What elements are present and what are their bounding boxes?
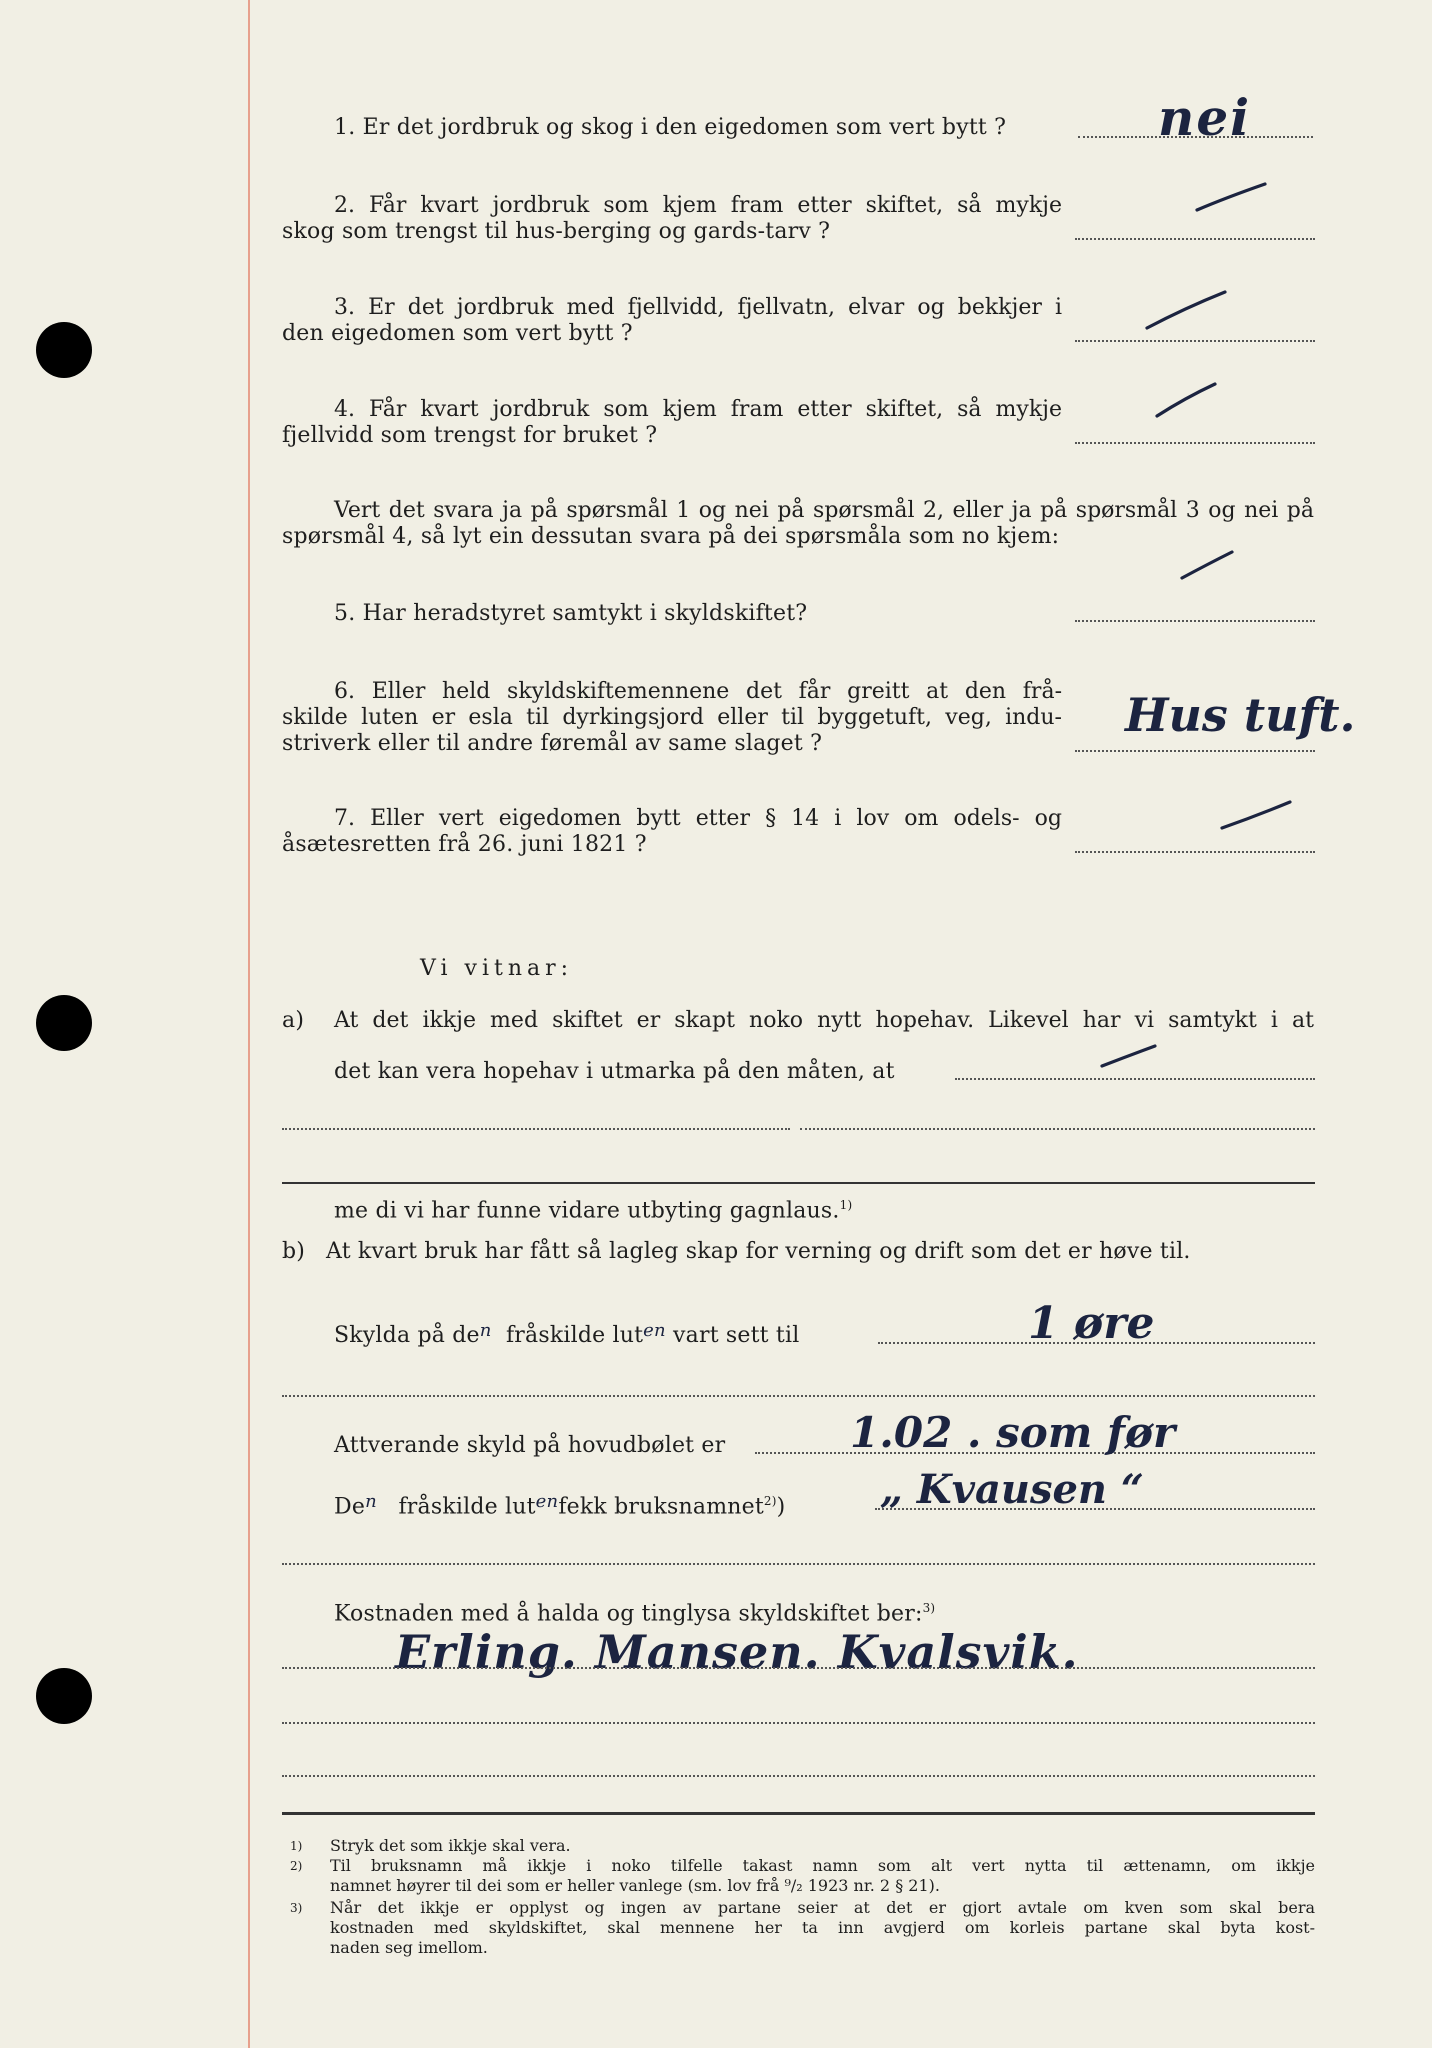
blank-line [282, 1667, 1315, 1669]
question-6-line1: 6. Eller held skyldskiftemennene det får greitt at den frå- [334, 679, 1062, 704]
footnote-3-line2: kostnaden med skyldskiftet, skal mennene her ta inn avgjerd om korleis partane skal byta kost- [330, 1918, 1315, 1937]
footnote-2-line2: namnet høyrer til dei som er heller vanlege (sm. lov frå ⁹/₂ 1923 nr. 2 § 21). [330, 1876, 940, 1895]
question-4-line1: 4. Får kvart jordbruk som kjem fram etter skiftet, så mykje [334, 397, 1062, 422]
footnote-ref: 3) [922, 1601, 936, 1615]
footnote-2-line1: Til bruksnamn må ikkje i noko tilfelle takast namn som alt vert nytta til ættenamn, om ikkje [330, 1856, 1315, 1875]
blank-line [800, 1128, 1315, 1130]
blank-line [282, 1563, 1315, 1565]
witness-a-line3: me di vi har funne vidare utbyting gagnlaus.$^{1)}$ [334, 1198, 853, 1224]
intro-line1: Vert det svara ja på spørsmål 1 og nei på spørsmål 2, eller ja på spørsmål 3 og nei på [334, 498, 1314, 523]
witness-a-line1: At det ikkje med skiftet er skapt noko nytt hopehav. Likevel har vi samtykt i at [334, 1008, 1314, 1033]
kostnad-value-handwritten: Erling. Mansen. Kvalsvik. [395, 1625, 1079, 1679]
answer-6-handwritten: Hus tuft. [1125, 688, 1356, 742]
footnote-ref: 2) [763, 1494, 777, 1508]
dash-mark [1155, 380, 1225, 425]
footnote-3-line3: naden seg imellom. [330, 1938, 488, 1957]
question-7-line2: åsætesretten frå 26. juni 1821 ? [282, 832, 647, 857]
blank-line [282, 1775, 1315, 1777]
intro-line2: spørsmål 4, så lyt ein dessutan svara på dei spørsmåla som no kjem: [282, 524, 1060, 549]
answer-line [1075, 238, 1315, 240]
bruksnamn-value-handwritten: „ Kvausen “ [880, 1466, 1144, 1513]
answer-1-handwritten: nei [1158, 88, 1252, 147]
footnote-mark: 3) [290, 1901, 303, 1915]
dash-mark [1145, 288, 1235, 338]
answer-line [1075, 340, 1315, 342]
question-1: 1. Er det jordbruk og skog i den eigedomen som vert bytt ? [334, 115, 1007, 140]
question-3-line1: 3. Er det jordbruk med fjellvidd, fjellvatn, elvar og bekkjer i [334, 295, 1062, 320]
question-4-line2: fjellvidd som trengst for bruket ? [282, 423, 658, 448]
witness-a-line2: det kan vera hopehav i utmarka på den måten, at [334, 1059, 895, 1084]
question-3-line2: den eigedomen som vert bytt ? [282, 321, 633, 346]
question-5: 5. Har heradstyret samtykt i skyldskiftet? [334, 601, 808, 626]
footnote-3-line1: Når det ikkje er opplyst og ingen av partane seier at det er gjort avtale om kven som skal bera [330, 1898, 1315, 1917]
question-2-line1: 2. Får kvart jordbruk som kjem fram etter skiftet, så mykje [334, 193, 1062, 218]
punch-hole [36, 995, 92, 1051]
witness-a-marker: a) [282, 1008, 305, 1033]
witness-b-line1: At kvart bruk har fått så lagleg skap for verning og drift som det er høve til. [326, 1239, 1191, 1264]
answer-line [1075, 620, 1315, 622]
skylda-value-handwritten: 1 øre [1028, 1298, 1155, 1349]
witness-heading: Vi vitnar: [420, 956, 574, 981]
attverande-label: Attverande skyld på hovudbølet er [334, 1433, 726, 1458]
punch-hole [36, 1668, 92, 1724]
footnote-rule [282, 1812, 1315, 1815]
rule [282, 1182, 1315, 1184]
footnote-mark: 1) [290, 1839, 303, 1853]
kostnad-label: Kostnaden med å halda og tinglysa skyldskiftet ber:$^{3)}$ [334, 1601, 936, 1627]
punch-hole [36, 322, 92, 378]
attverande-value-handwritten: 1.02 . som før [850, 1408, 1176, 1457]
blank-line [282, 1722, 1315, 1724]
margin-rule [248, 0, 250, 2048]
dash-mark [1195, 180, 1275, 220]
question-6-line3: striverk eller til andre føremål av same slaget ? [282, 731, 823, 756]
blank-line [282, 1395, 1315, 1397]
answer-line [1075, 851, 1315, 853]
footnote-ref: 1) [839, 1198, 853, 1212]
answer-line [1075, 442, 1315, 444]
dash-mark [1180, 548, 1240, 588]
skylda-label: Skylda på $de^n$ fråskilde lut$^{en}$ vart sett til [334, 1320, 800, 1348]
question-6-line2: skilde luten er esla til dyrkingsjord eller til byggetuft, veg, indu- [282, 705, 1062, 730]
bruksnamn-label: De$^n$ fråskilde lut$^{en}$fekk bruksnamnet$^{2)}$) [334, 1491, 786, 1520]
dash-mark [1100, 1042, 1160, 1072]
answer-line [955, 1078, 1315, 1080]
blank-line [282, 1128, 790, 1130]
witness-b-marker: b) [282, 1239, 306, 1264]
answer-line [1075, 750, 1315, 752]
question-2-line2: skog som trengst til hus-berging og gards-tarv ? [282, 219, 831, 244]
dash-mark [1220, 798, 1300, 838]
footnote-mark: 2) [290, 1859, 303, 1873]
footnote-1: Stryk det som ikkje skal vera. [330, 1836, 571, 1855]
question-7-line1: 7. Eller vert eigedomen bytt etter § 14 i lov om odels- og [334, 806, 1062, 831]
